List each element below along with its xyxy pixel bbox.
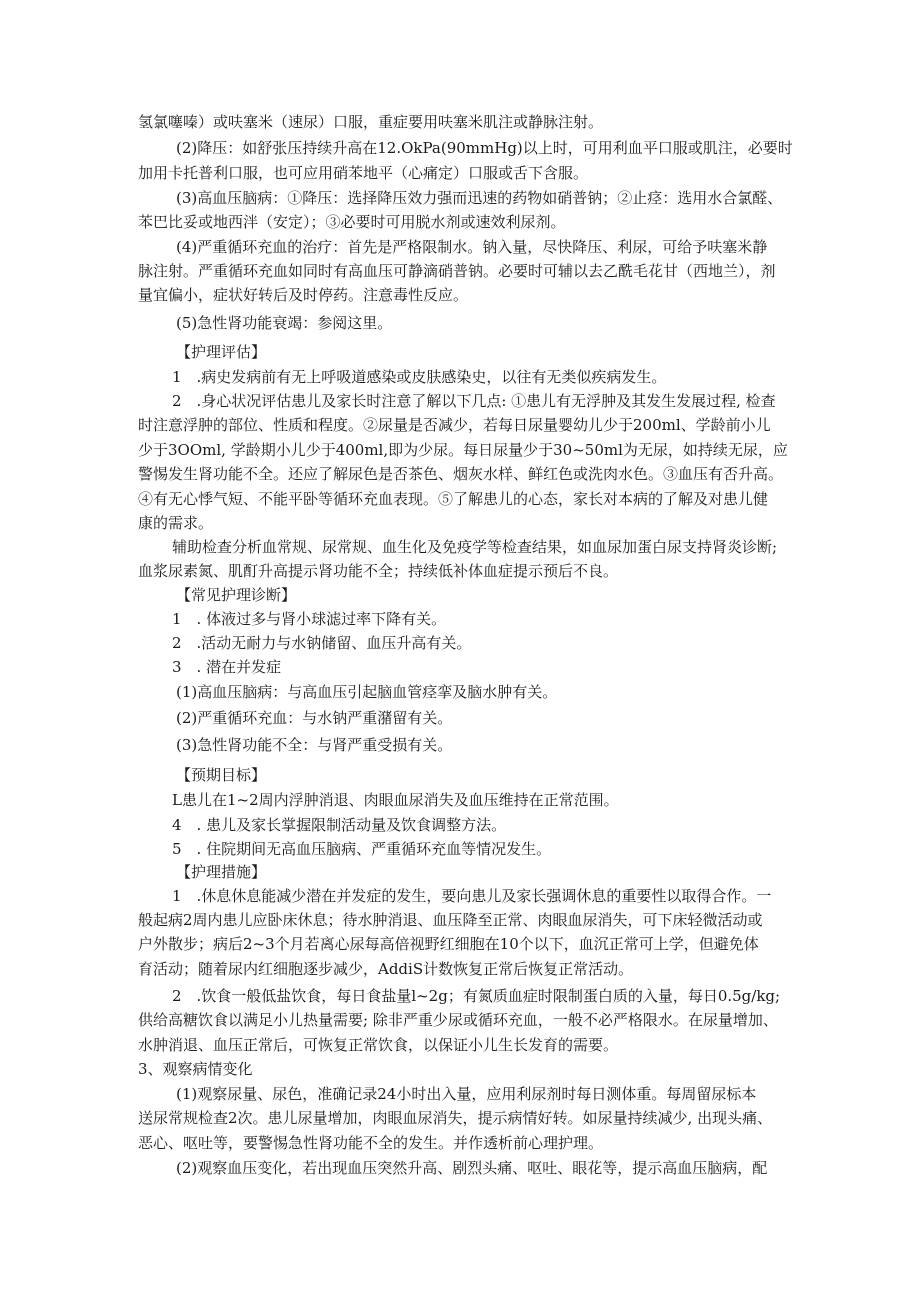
text-line: 育活动；随着尿内红细胞逐步减少，AddiS计数恢复正常后恢复正常活动。 [138, 960, 634, 978]
text-line: 量宜偏小，症状好转后及时停药。注意毒性反应。 [138, 286, 469, 304]
text-line: 氢氯噻嗪）或呋塞米（速尿）口服，重症要用呋塞米肌注或静脉注射。 [138, 113, 604, 131]
text-line: 4 . 患儿及家长掌握限制活动量及饮食调整方法。 [172, 816, 507, 834]
text-line: (1)观察尿量、尿色，准确记录24小时出入量，应用利尿剂时每日测体重。每周留尿标本 [176, 1085, 757, 1103]
section-heading: 【预期目标】 [176, 766, 267, 784]
text-line: 5 . 住院期间无高血压脑病、严重循环充血等情况发生。 [172, 840, 552, 858]
text-line: (1)高血压脑病：与高血压引起脑血管痉挛及脑水肿有关。 [176, 683, 558, 701]
section-heading: 【护理措施】 [176, 863, 267, 881]
text-line: 脉注射。严重循环充血如同时有高血压可静滴硝普钠。必要时可辅以去乙酰毛花甘（西地兰），剂 [138, 262, 776, 280]
text-line: 3 . 潜在并发症 [172, 658, 282, 676]
text-line: (3)高血压脑病：①降压：选择降压效力强而迅速的药物如硝普钠；②止痉：选用水合氯醛、 [176, 189, 783, 207]
text-line: 般起病2周内患儿应卧床休息；待水肿消退、血压降至正常、肉眼血尿消失，可下床轻微活动或 [138, 911, 763, 929]
text-line: 3、观察病情变化 [138, 1060, 253, 1078]
text-line: 血浆尿素氮、肌酊升高提示肾功能不全；持续低补体血症提示预后不良。 [138, 562, 619, 580]
section-heading: 【常见护理诊断】 [176, 586, 297, 604]
text-line: ④有无心悸气短、不能平卧等循环充血表现。⑤了解患儿的心态，家长对本病的了解及对患儿健 [138, 490, 769, 508]
text-line: 康的需求。 [138, 514, 214, 532]
text-line: 苯巴比妥或地西泮（安定）；③必要时可用脱水剂或速效利尿剂。 [138, 213, 566, 231]
text-line: 警惕发生肾功能不全。还应了解尿色是否茶色、烟灰水样、鲜红色或洗肉水色。③血压有否升高。 [138, 465, 784, 483]
text-line: 辅助检查分析血常规、尿常规、血生化及免疫学等检查结果，如血尿加蛋白尿支持肾炎诊断; [172, 538, 778, 556]
text-line: 水肿消退、血压正常后，可恢复正常饮食，以保证小儿生长发育的需要。 [138, 1036, 619, 1054]
text-line: (2)降压：如舒张压持续升高在12.OkPa(90mmHg)以上时，可用利血平口服或肌注，必要时 [176, 139, 793, 157]
text-line: (2)严重循环充血：与水钠严重潴留有关。 [176, 709, 453, 727]
text-line: (2)观察血压变化，若出现血压突然升高、剧烈头痛、呕吐、眼花等，提示高血压脑病，配 [176, 1159, 768, 1177]
text-line: 时注意浮肿的部位、性质和程度。②尿量是否减少，若每日尿量婴幼儿少于200ml、学龄前小儿 [138, 416, 771, 434]
text-line: 1 .休息休息能减少潜在并发症的发生，要向患儿及家长强调休息的重要性以取得合作。一 [172, 887, 772, 905]
text-line: 1 .病史发病前有无上呼吸道感染或皮肤感染史，以往有无类似疾病发生。 [172, 368, 667, 386]
text-line: 送尿常规检查2次。患儿尿量增加，肉眼血尿消失，提示病情好转。如尿量持续减少, 出现头痛、 [138, 1109, 773, 1127]
text-line: 2 .饮食一般低盐饮食，每日食盐量l~2g；有氮质血症时限制蛋白质的入量，每日0.5g/kg; [172, 987, 781, 1005]
text-line: L患儿在1~2周内浮肿消退、肉眼血尿消失及血压维持在正常范围。 [172, 791, 619, 809]
section-heading: 【护理评估】 [176, 343, 267, 361]
text-line: (4)严重循环充血的治疗：首先是严格限制水。钠入量，尽快降压、利尿，可给予呋塞米静 [176, 238, 768, 256]
text-line: 恶心、呕吐等，要警惕急性肾功能不全的发生。并作透析前心理护理。 [138, 1134, 604, 1152]
text-line: 2 .活动无耐力与水钠储留、血压升高有关。 [172, 634, 472, 652]
text-line: 少于3OOml, 学龄期小儿少于400ml,即为少尿。每日尿量少于30~50ml为无尿，如持续无尿，应 [138, 441, 788, 459]
text-line: 户外散步；病后2~3个月若离心尿每高倍视野红细胞在10个以下，血沉正常可上学，但避免体 [138, 935, 759, 953]
text-line: 加用卡托普利口服，也可应用硝苯地平（心痛定）口服或舌下含服。 [138, 164, 589, 182]
text-line: (3)急性肾功能不全：与肾严重受损有关。 [176, 736, 453, 754]
text-line: 供给高糖饮食以满足小儿热量需要; 除非严重少尿或循环充血，一般不必严格限水。在尿量增加、 [138, 1011, 778, 1029]
text-line: (5)急性肾功能衰竭：参阅这里。 [176, 314, 393, 332]
text-line: 2 .身心状况评估患儿及家长时注意了解以下几点: ①患儿有无浮肿及其发生发展过程, 检查 [172, 392, 776, 410]
text-line: 1 . 体液过多与肾小球滤过率下降有关。 [172, 610, 447, 628]
